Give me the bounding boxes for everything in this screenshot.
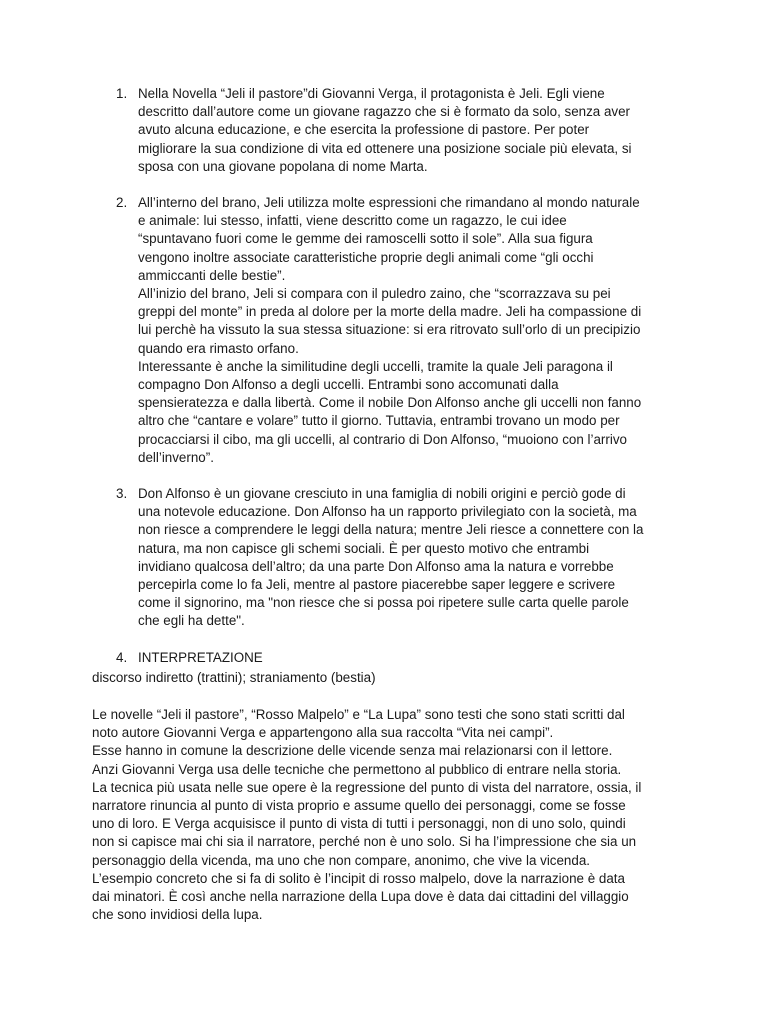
text-line: La tecnica più usata nelle sue opere è la regressione del punto di vista del narratore, ossia, il — [92, 779, 642, 795]
text-line: procacciarsi il cibo, ma gli uccelli, al contrario di Don Alfonso, “muoiono con l’arrivo — [138, 431, 627, 447]
text-line: ammiccanti delle bestie”. — [138, 267, 286, 283]
body-paragraph — [92, 706, 692, 924]
list-item-3 — [116, 485, 676, 631]
text-line: narratore rinuncia al punto di vista proprio e assume quello dei personaggi, come se fosse — [92, 798, 626, 814]
text-line: vengono inoltre associate caratteristiche proprie degli animali come “gli occhi — [138, 249, 594, 265]
text-line: dell’inverno”. — [138, 449, 214, 465]
text-line: una notevole educazione. Don Alfonso ha un rapporto privilegiato con la società, ma — [138, 504, 637, 520]
text-line: sposa con una giovane popolana di nome Marta. — [138, 158, 428, 174]
text-line: Le novelle “Jeli il pastore”, “Rosso Malpelo” e “La Lupa” sono testi che sono stati scritti dal — [92, 707, 625, 722]
text-line: che sono invidiosi della lupa. — [92, 907, 263, 923]
list-item-4 — [116, 649, 676, 667]
text-line: greppi del monte” in preda al dolore per la morte della madre. Jeli ha compassione di — [138, 304, 642, 320]
text-line: natura, ma non capisce gli schemi sociali. È per questo motivo che entrambi — [138, 540, 590, 556]
text-line: noto autore Giovanni Verga e appartengono alla sua raccolta “Vita nei campi”. — [92, 725, 554, 741]
text-line: spensieratezza e dalla libertà. Come il nobile Don Alfonso anche gli uccelli non fanno — [138, 395, 642, 411]
text-line: Interessante è anche la similitudine degli uccelli, tramite la quale Jeli paragona il — [138, 358, 613, 374]
list-item-1 — [116, 85, 676, 176]
text-line: non riesce a comprendere le leggi della natura; mentre Jeli riesce a connettere con la — [138, 522, 644, 538]
list-number: 3. — [116, 486, 128, 502]
list-item-2 — [116, 194, 676, 467]
text-line: migliorare la sua condizione di vita ed ottenere una posizione sociale più elevata, si — [138, 140, 632, 156]
text-line: avuto alcuna educazione, e che esercita la professione di pastore. Per poter — [138, 122, 590, 138]
text-line: Don Alfonso è un giovane cresciuto in una famiglia di nobili origini e perciò gode di — [138, 486, 626, 502]
text-line: invidiano qualcosa dell’altro; da una parte Don Alfonso ama la natura e vorrebbe — [138, 558, 614, 574]
text-line: Anzi Giovanni Verga usa delle tecniche che permettono al pubblico di entrare nella storia. — [92, 761, 622, 777]
text-line: come il signorino, ma "non riesce che si possa poi ripetere sulle carta quelle parole — [138, 595, 629, 611]
text-line: L’esempio concreto che si fa di solito è l’incipit di rosso malpelo, dove la narrazione è data — [92, 870, 625, 886]
text-line: All’interno del brano, Jeli utilizza molte espressioni che rimandano al mondo naturale — [138, 195, 640, 211]
text-line: percepirla come lo fa Jeli, mentre al pastore piacerebbe saper leggere e scrivere — [138, 577, 616, 593]
text-line: “spuntavano fuori come le gemme dei ramoscelli sotto il sole”. Alla sua figura — [138, 231, 593, 247]
text-line: altro che “cantare e volare” tutto il giorno. Tuttavia, entrambi trovano un modo per — [138, 413, 620, 429]
text-line: descritto dall’autore come un giovane ragazzo che si è formato da solo, senza aver — [138, 104, 631, 120]
text-line: dai minatori. È così anche nella narrazione della Lupa dove è data dai cittadini del villaggio — [92, 889, 629, 905]
text-line: compagno Don Alfonso a degli uccelli. Entrambi sono accomunati dalla — [138, 377, 559, 393]
text-line: quando era rimasto orfano. — [138, 340, 299, 356]
numbered-list — [116, 85, 676, 685]
list-number: 1. — [116, 86, 128, 101]
text-line: All’inizio del brano, Jeli si compara con il puledro zaino, che “scorrazzava su pei — [138, 286, 611, 302]
text-line: non si capisce mai chi sia il narratore, perché non è uno solo. Si ha l’impressione che sia un — [92, 834, 637, 850]
text-line: personaggio della vicenda, ma uno che non compare, anonimo, che vive la vicenda. — [92, 852, 590, 868]
text-line: e animale: lui stesso, infatti, viene descritto come un ragazzo, le cui idee — [138, 213, 567, 229]
text-line: lui perchè ha vissuto la sua stessa situazione: si era ritrovato sull’orlo di un precipizio — [138, 322, 641, 338]
heading-interpretazione: INTERPRETAZIONE — [138, 649, 263, 665]
text-line: che egli ha dette". — [138, 613, 245, 629]
list-number: 2. — [116, 195, 128, 211]
note-line: discorso indiretto (trattini); straniamento (bestia) — [92, 670, 376, 685]
text-line: Nella Novella “Jeli il pastore”di Giovanni Verga, il protagonista è Jeli. Egli viene — [138, 86, 605, 101]
text-line: Esse hanno in comune la descrizione delle vicende senza mai relazionarsi con il lettore. — [92, 743, 613, 759]
text-line: uno di loro. E Verga acquisisce il punto di vista di tutti i personaggi, non di uno solo, quindi — [92, 816, 626, 832]
list-number: 4. — [116, 649, 128, 665]
